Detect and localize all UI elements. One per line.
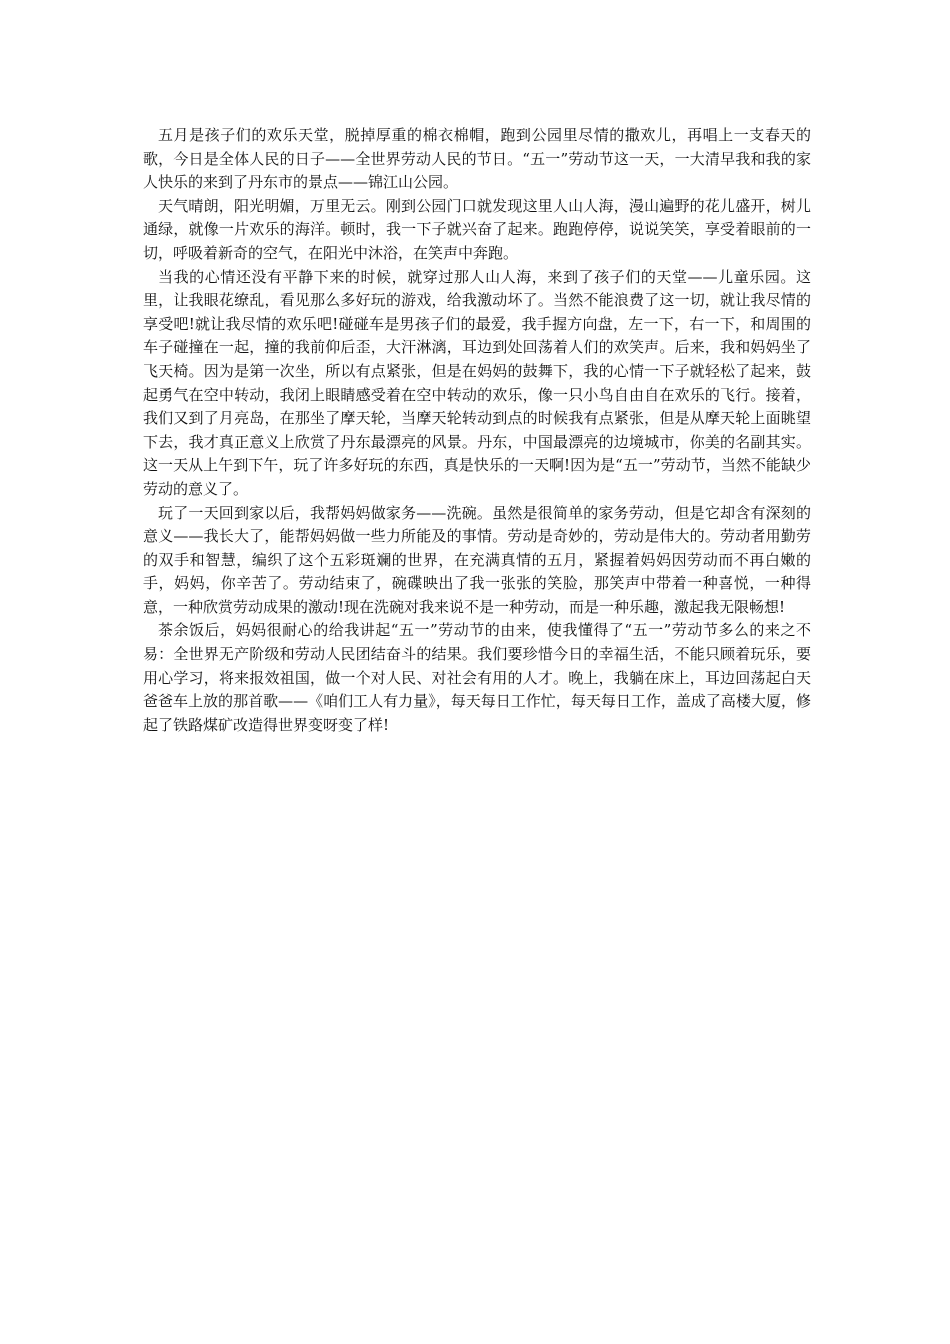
paragraph-2: 天气晴朗，阳光明媚，万里无云。刚到公园门口就发现这里人山人海，漫山遍野的花儿盛开，树儿通绿，就像一片欢乐的海洋。顿时，我一下子就兴奋了起来。跑跑停停，说说笑笑，享受着眼前的一切，呼吸着新奇的空气，在阳光中沐浴，在笑声中奔跑。 [143,196,811,262]
paragraph-5: 茶余饭后，妈妈很耐心的给我讲起“五一”劳动节的由来，使我懂得了“五一”劳动节多么的来之不易：全世界无产阶级和劳动人民团结奋斗的结果。我们要珍惜今日的幸福生活，不能只顾着玩乐，要用心学习，将来报效祖国，做一个对人民、对社会有用的人才。晚上，我躺在床上，耳边回荡起白天爸爸车上放的那首歌——《咱们工人有力量》，每天每日工作忙，每天每日工作，盖成了高楼大厦，修起了铁路煤矿改造得世界变呀变了样! [143,621,811,734]
article-body [143,124,811,737]
paragraph-4: 玩了一天回到家以后，我帮妈妈做家务——洗碗。虽然是很简单的家务劳动，但是它却含有深刻的意义——我长大了，能帮妈妈做一些力所能及的事情。劳动是奇妙的，劳动是伟大的。劳动者用勤劳的双手和智慧，编织了这个五彩斑斓的世界，在充满真情的五月，紧握着妈妈因劳动而不再白嫩的手，妈妈，你辛苦了。劳动结束了，碗碟映出了我一张张的笑脸，那笑声中带着一种喜悦，一种得意，一种欣赏劳动成果的激动!现在洗碗对我来说不是一种劳动，而是一种乐趣，激起我无限畅想! [143,503,811,616]
paragraph-1: 五月是孩子们的欢乐天堂，脱掉厚重的棉衣棉帽，跑到公园里尽情的撒欢儿，再唱上一支春天的歌，今日是全体人民的日子——全世界劳动人民的节日。“五一”劳动节这一天，一大清早我和我的家人快乐的来到了丹东市的景点——锦江山公园。 [143,126,811,192]
paragraph-3: 当我的心情还没有平静下来的时候，就穿过那人山人海，来到了孩子们的天堂——儿童乐园。这里，让我眼花缭乱，看见那么多好玩的游戏，给我激动坏了。当然不能浪费了这一切，就让我尽情的享受吧!就让我尽情的欢乐吧!碰碰车是男孩子们的最爱，我手握方向盘，左一下，右一下，和周围的车子碰撞在一起，撞的我前仰后歪，大汗淋漓，耳边到处回荡着人们的欢笑声。后来，我和妈妈坐了飞天椅。因为是第一次坐，所以有点紧张，但是在妈妈的鼓舞下，我的心情一下子就轻松了起来，鼓起勇气在空中转动，我闭上眼睛感受着在空中转动的欢乐，像一只小鸟自由自在欢乐的飞行。接着，我们又到了月亮岛，在那坐了摩天轮，当摩天轮转动到点的时候我有点紧张，但是从摩天轮上面眺望下去，我才真正意义上欣赏了丹东最漂亮的风景。丹东，中国最漂亮的边境城市，你美的名副其实。这一天从上午到下午，玩了许多好玩的东西，真是快乐的一天啊!因为是“五一”劳动节，当然不能缺少劳动的意义了。 [143,267,811,498]
